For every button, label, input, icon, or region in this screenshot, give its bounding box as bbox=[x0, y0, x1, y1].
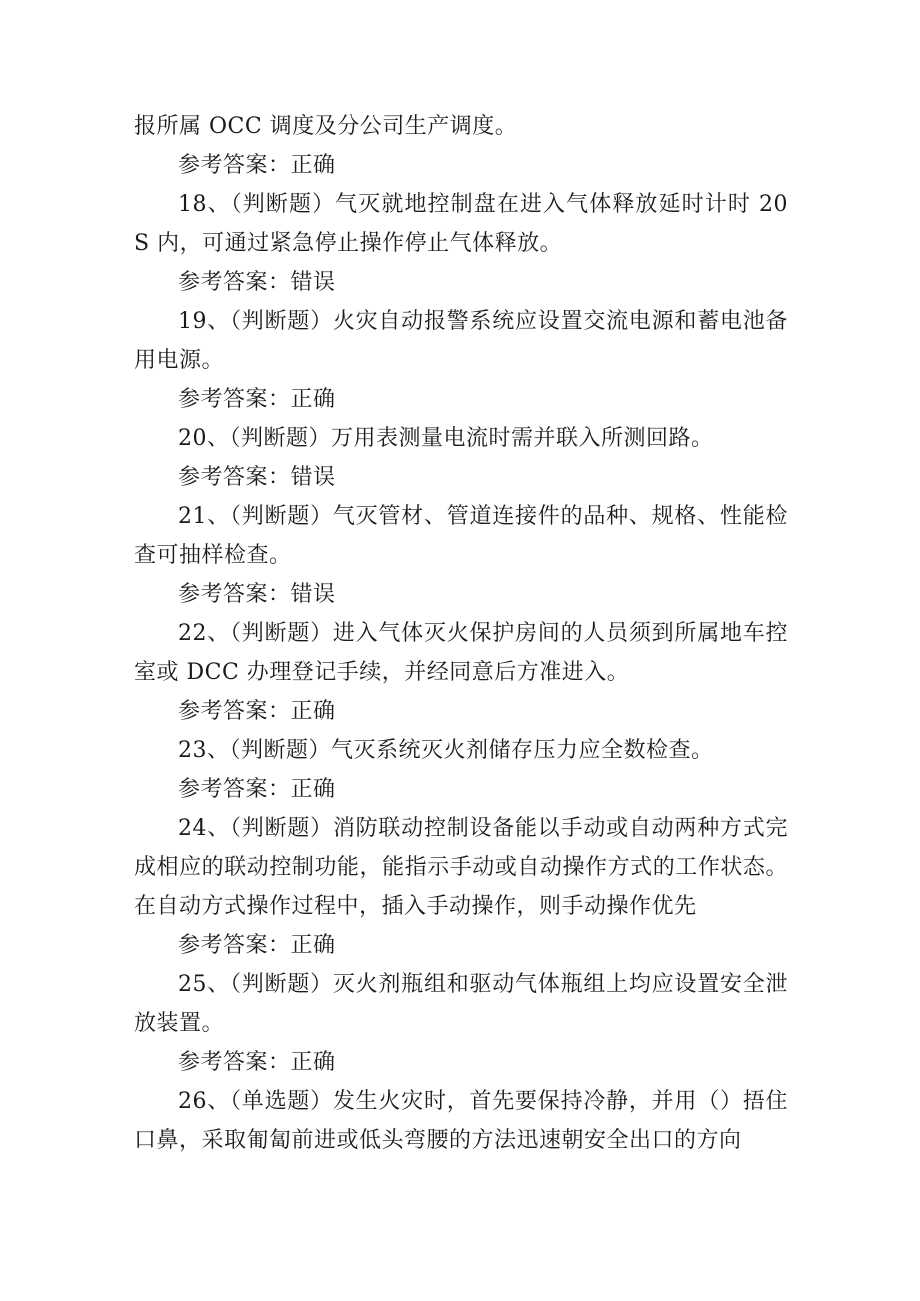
answer-line: 参考答案：正确 bbox=[178, 153, 336, 178]
question-paragraph: 22、（判断题）进入气体灭火保护房间的人员须到所属地车控室或 DCC 办理登记手续，并经同意后方准进入。 bbox=[134, 621, 788, 685]
question-paragraph: 21、（判断题）气灭管材、管道连接件的品种、规格、性能检查可抽样检查。 bbox=[134, 504, 788, 568]
question-paragraph: 24、（判断题）消防联动控制设备能以手动或自动两种方式完成相应的联动控制功能，能指示手动或自动操作方式的工作状态。在自动方式操作过程中，插入手动操作，则手动操作优先 bbox=[134, 816, 788, 919]
answer-line: 参考答案：正确 bbox=[178, 1050, 336, 1075]
question-paragraph: 26、（单选题）发生火灾时，首先要保持冷静，并用（）捂住口鼻，采取匍匐前进或低头弯腰的方法迅速朝安全出口的方向 bbox=[134, 1089, 788, 1153]
answer-line: 参考答案：正确 bbox=[178, 777, 336, 802]
answer-line: 参考答案：正确 bbox=[178, 387, 336, 412]
question-paragraph: 19、（判断题）火灾自动报警系统应设置交流电源和蓄电池备用电源。 bbox=[134, 309, 788, 373]
document-body bbox=[134, 107, 788, 1160]
answer-line: 参考答案：正确 bbox=[178, 933, 336, 958]
question-paragraph: 23、（判断题）气灭系统灭火剂储存压力应全数检查。 bbox=[178, 738, 714, 763]
answer-line: 参考答案：正确 bbox=[178, 699, 336, 724]
question-paragraph: 20、（判断题）万用表测量电流时需并联入所测回路。 bbox=[178, 426, 714, 451]
answer-line: 参考答案：错误 bbox=[178, 270, 336, 295]
question-paragraph: 25、（判断题）灭火剂瓶组和驱动气体瓶组上均应设置安全泄放装置。 bbox=[134, 972, 788, 1036]
question-paragraph: 18、（判断题）气灭就地控制盘在进入气体释放延时计时 20S 内，可通过紧急停止操作停止气体释放。 bbox=[134, 192, 788, 256]
answer-line: 参考答案：错误 bbox=[178, 582, 336, 607]
answer-line: 参考答案：错误 bbox=[178, 465, 336, 490]
paragraph-continuation: 报所属 OCC 调度及分公司生产调度。 bbox=[134, 114, 518, 139]
